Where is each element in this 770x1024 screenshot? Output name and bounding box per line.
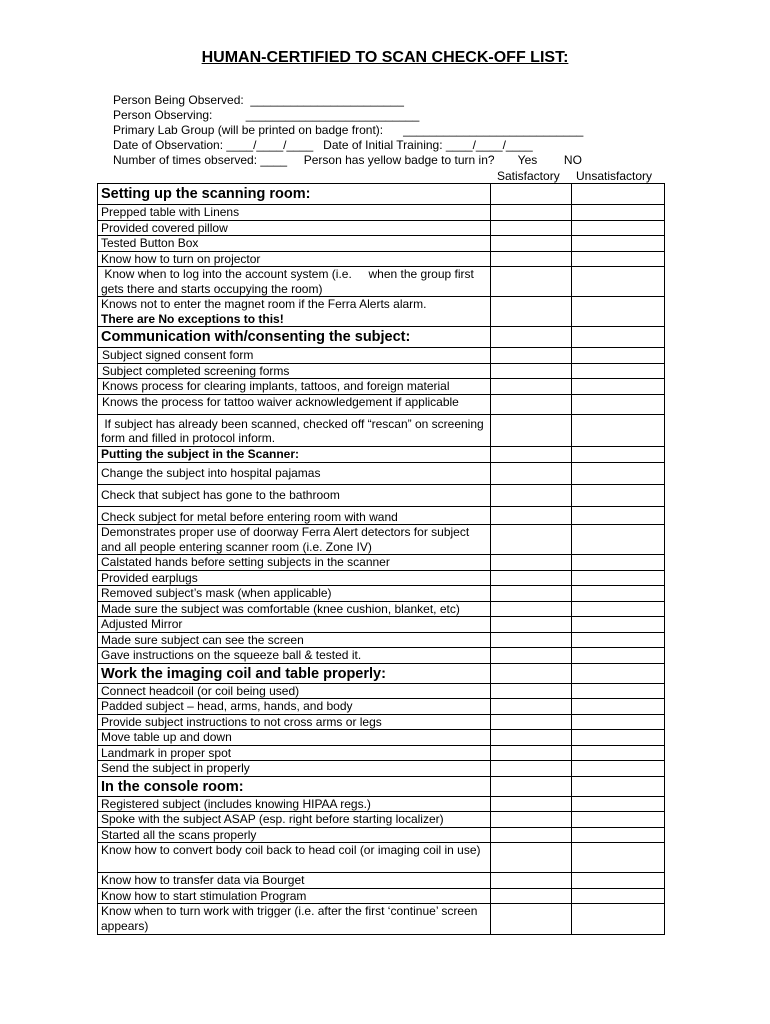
unsatisfactory-cell[interactable] (572, 394, 665, 414)
satisfactory-cell[interactable] (491, 446, 572, 462)
times-observed-line: Number of times observed: ____ Person has yellow badge to turn in? Yes NO (113, 153, 582, 167)
unsatisfactory-cell[interactable] (572, 730, 665, 746)
satisfactory-cell[interactable] (491, 888, 572, 904)
table-row (98, 888, 665, 904)
unsatisfactory-cell[interactable] (572, 570, 665, 586)
section-heading: Setting up the scanning room: (98, 184, 491, 205)
table-row (98, 873, 665, 889)
unsatisfactory-cell[interactable] (572, 683, 665, 699)
unsatisfactory-cell[interactable] (572, 586, 665, 602)
checklist-item: Know how to start stimulation Program (98, 888, 491, 904)
unsatisfactory-cell[interactable] (572, 812, 665, 828)
unsatisfactory-cell[interactable] (572, 843, 665, 873)
unsatisfactory-cell[interactable] (572, 525, 665, 555)
satisfactory-cell[interactable] (491, 555, 572, 571)
satisfactory-cell[interactable] (491, 632, 572, 648)
unsatisfactory-cell[interactable] (572, 827, 665, 843)
checklist-item: Calstated hands before setting subjects in the scanner (98, 555, 491, 571)
satisfactory-cell[interactable] (491, 525, 572, 555)
table-row (98, 601, 665, 617)
checklist-item: Knows not to enter the magnet room if the Ferra Alerts alarm. (101, 297, 427, 311)
lab-group-line: Primary Lab Group (will be printed on badge front): ___________________________ (113, 123, 584, 137)
satisfactory-cell[interactable] (491, 601, 572, 617)
satisfactory-cell[interactable] (491, 827, 572, 843)
unsatisfactory-cell[interactable] (572, 462, 665, 484)
unsatisfactory-cell[interactable] (572, 632, 665, 648)
satisfactory-cell[interactable] (491, 812, 572, 828)
table-row (98, 745, 665, 761)
table-row (98, 843, 665, 873)
checklist-item: Made sure subject can see the screen (98, 632, 491, 648)
checklist-item: Demonstrates proper use of doorway Ferra Alert detectors for subject and all people entering scanner room (i.e. Zone IV) (98, 525, 491, 555)
table-row (98, 714, 665, 730)
satisfactory-cell[interactable] (491, 648, 572, 664)
page-title: HUMAN-CERTIFIED TO SCAN CHECK-OFF LIST: (201, 49, 569, 66)
table-row (98, 394, 665, 414)
unsatisfactory-cell[interactable] (572, 267, 665, 297)
table-row (98, 236, 665, 252)
table-row (98, 506, 665, 525)
section-heading: Putting the subject in the Scanner: (98, 446, 491, 462)
satisfactory-cell[interactable] (491, 873, 572, 889)
checklist-item: Send the subject in properly (98, 761, 491, 777)
satisfactory-cell[interactable] (491, 379, 572, 395)
checklist-item: Prepped table with Linens (98, 205, 491, 221)
unsatisfactory-cell[interactable] (572, 205, 665, 221)
checklist-item: Know how to turn on projector (98, 251, 491, 267)
section-heading-row (98, 327, 665, 348)
checklist-item: Made sure the subject was comfortable (knee cushion, blanket, etc) (98, 601, 491, 617)
unsatisfactory-cell[interactable] (572, 796, 665, 812)
table-row (98, 761, 665, 777)
table-row (98, 683, 665, 699)
table-row (98, 617, 665, 633)
checklist-item: Adjusted Mirror (98, 617, 491, 633)
satisfactory-cell[interactable] (491, 394, 572, 414)
checklist-item: Connect headcoil (or coil being used) (98, 683, 491, 699)
checklist-item: Know when to log into the account system (i.e. when the group first gets there and starts occupying the room) (98, 267, 491, 297)
unsatisfactory-cell[interactable] (572, 663, 665, 683)
satisfactory-cell[interactable] (491, 297, 572, 327)
table-row (98, 484, 665, 506)
unsatisfactory-cell[interactable] (572, 601, 665, 617)
table-row (98, 205, 665, 221)
checklist-item: Move table up and down (98, 730, 491, 746)
table-row (98, 632, 665, 648)
unsatisfactory-cell[interactable] (572, 484, 665, 506)
checklist-item: Tested Button Box (98, 236, 491, 252)
satisfactory-cell[interactable] (491, 714, 572, 730)
unsatisfactory-cell[interactable] (572, 648, 665, 664)
satisfactory-cell[interactable] (491, 484, 572, 506)
section-heading: Communication with/consenting the subject: (98, 327, 491, 348)
satisfactory-cell[interactable] (491, 184, 572, 205)
satisfactory-cell[interactable] (491, 267, 572, 297)
checklist-item: Know when to turn work with trigger (i.e. after the first ‘continue’ screen appears) (98, 904, 491, 935)
table-row (98, 904, 665, 935)
unsatisfactory-cell[interactable] (572, 776, 665, 796)
satisfactory-cell[interactable] (491, 251, 572, 267)
table-row (98, 555, 665, 571)
unsatisfactory-cell[interactable] (572, 236, 665, 252)
table-row (98, 730, 665, 746)
unsatisfactory-header: Unsatisfactory (576, 169, 653, 183)
table-row (98, 648, 665, 664)
unsatisfactory-cell[interactable] (572, 745, 665, 761)
checklist-item: Provide subject instructions to not cross arms or legs (98, 714, 491, 730)
unsatisfactory-cell[interactable] (572, 506, 665, 525)
satisfactory-cell[interactable] (491, 236, 572, 252)
table-row (98, 525, 665, 555)
section-heading: In the console room: (98, 776, 491, 796)
satisfactory-cell[interactable] (491, 617, 572, 633)
unsatisfactory-cell[interactable] (572, 379, 665, 395)
satisfactory-cell[interactable] (491, 220, 572, 236)
section-heading-row (98, 184, 665, 205)
checklist-item: Removed subject’s mask (when applicable) (98, 586, 491, 602)
satisfactory-cell[interactable] (491, 699, 572, 715)
table-row (98, 812, 665, 828)
satisfactory-cell[interactable] (491, 506, 572, 525)
satisfactory-cell[interactable] (491, 796, 572, 812)
unsatisfactory-cell[interactable] (572, 699, 665, 715)
checklist-table (97, 183, 665, 935)
unsatisfactory-cell[interactable] (572, 617, 665, 633)
checklist-item: Check subject for metal before entering room with wand (98, 506, 491, 525)
unsatisfactory-cell[interactable] (572, 761, 665, 777)
person-observed-line: Person Being Observed: _______________________ (113, 93, 404, 107)
satisfactory-cell[interactable] (491, 327, 572, 348)
checklist-item: Knows the process for tattoo waiver acknowledgement if applicable (98, 394, 491, 414)
satisfactory-cell[interactable] (491, 904, 572, 935)
checklist-item: Padded subject – head, arms, hands, and body (98, 699, 491, 715)
unsatisfactory-cell[interactable] (572, 873, 665, 889)
table-row (98, 267, 665, 297)
unsatisfactory-cell[interactable] (572, 251, 665, 267)
checklist-item: If subject has already been scanned, checked off “rescan” on screening form and filled in protocol inform. (98, 414, 491, 446)
unsatisfactory-cell[interactable] (572, 184, 665, 205)
table-row (98, 796, 665, 812)
table-row (98, 220, 665, 236)
table-row (98, 699, 665, 715)
unsatisfactory-cell[interactable] (572, 555, 665, 571)
satisfactory-cell[interactable] (491, 205, 572, 221)
person-observing-line: Person Observing: __________________________ (113, 108, 420, 122)
checklist-item: Spoke with the subject ASAP (esp. right before starting localizer) (98, 812, 491, 828)
unsatisfactory-cell[interactable] (572, 414, 665, 446)
table-row (98, 827, 665, 843)
unsatisfactory-cell[interactable] (572, 904, 665, 935)
table-row (98, 297, 665, 327)
unsatisfactory-cell[interactable] (572, 327, 665, 348)
checklist-item: Knows process for clearing implants, tattoos, and foreign material (98, 379, 491, 395)
table-row (98, 379, 665, 395)
section-heading-row (98, 446, 665, 462)
satisfactory-cell[interactable] (491, 663, 572, 683)
section-heading-row (98, 776, 665, 796)
satisfactory-cell[interactable] (491, 761, 572, 777)
unsatisfactory-cell[interactable] (572, 888, 665, 904)
checklist-item: Change the subject into hospital pajamas (98, 462, 491, 484)
checklist-item: Gave instructions on the squeeze ball & tested it. (98, 648, 491, 664)
dates-line: Date of Observation: ____/____/____ Date of Initial Training: ____/____/____ (113, 138, 533, 152)
table-row (98, 251, 665, 267)
unsatisfactory-cell[interactable] (572, 363, 665, 379)
satisfactory-cell[interactable] (491, 570, 572, 586)
checklist-item: Provided earplugs (98, 570, 491, 586)
table-row (98, 348, 665, 364)
checklist-item: Provided covered pillow (98, 220, 491, 236)
satisfactory-cell[interactable] (491, 776, 572, 796)
satisfactory-cell[interactable] (491, 683, 572, 699)
unsatisfactory-cell[interactable] (572, 348, 665, 364)
satisfactory-cell[interactable] (491, 363, 572, 379)
checklist-item: Subject completed screening forms (98, 363, 491, 379)
unsatisfactory-cell[interactable] (572, 297, 665, 327)
satisfactory-cell[interactable] (491, 730, 572, 746)
satisfactory-cell[interactable] (491, 586, 572, 602)
table-row (98, 363, 665, 379)
table-row (98, 570, 665, 586)
table-row (98, 414, 665, 446)
satisfactory-cell[interactable] (491, 745, 572, 761)
checklist-item: Registered subject (includes knowing HIPAA regs.) (98, 796, 491, 812)
observation-info (113, 93, 583, 168)
satisfactory-cell[interactable] (491, 843, 572, 873)
checklist-item: Started all the scans properly (98, 827, 491, 843)
section-heading: Work the imaging coil and table properly: (98, 663, 491, 683)
unsatisfactory-cell[interactable] (572, 446, 665, 462)
satisfactory-cell[interactable] (491, 462, 572, 484)
checklist-item: Know how to transfer data via Bourget (98, 873, 491, 889)
checklist-item: Check that subject has gone to the bathroom (98, 484, 491, 506)
table-row (98, 462, 665, 484)
table-row (98, 586, 665, 602)
satisfactory-cell[interactable] (491, 348, 572, 364)
exception-note: There are No exceptions to this! (101, 311, 284, 326)
unsatisfactory-cell[interactable] (572, 220, 665, 236)
unsatisfactory-cell[interactable] (572, 714, 665, 730)
satisfactory-cell[interactable] (491, 414, 572, 446)
checklist-item: Landmark in proper spot (98, 745, 491, 761)
satisfactory-header: Satisfactory (497, 169, 560, 183)
checklist-item-with-note (98, 297, 491, 327)
checklist-item: Know how to convert body coil back to head coil (or imaging coil in use) (98, 843, 491, 873)
checklist-item: Subject signed consent form (98, 348, 491, 364)
section-heading-row (98, 663, 665, 683)
